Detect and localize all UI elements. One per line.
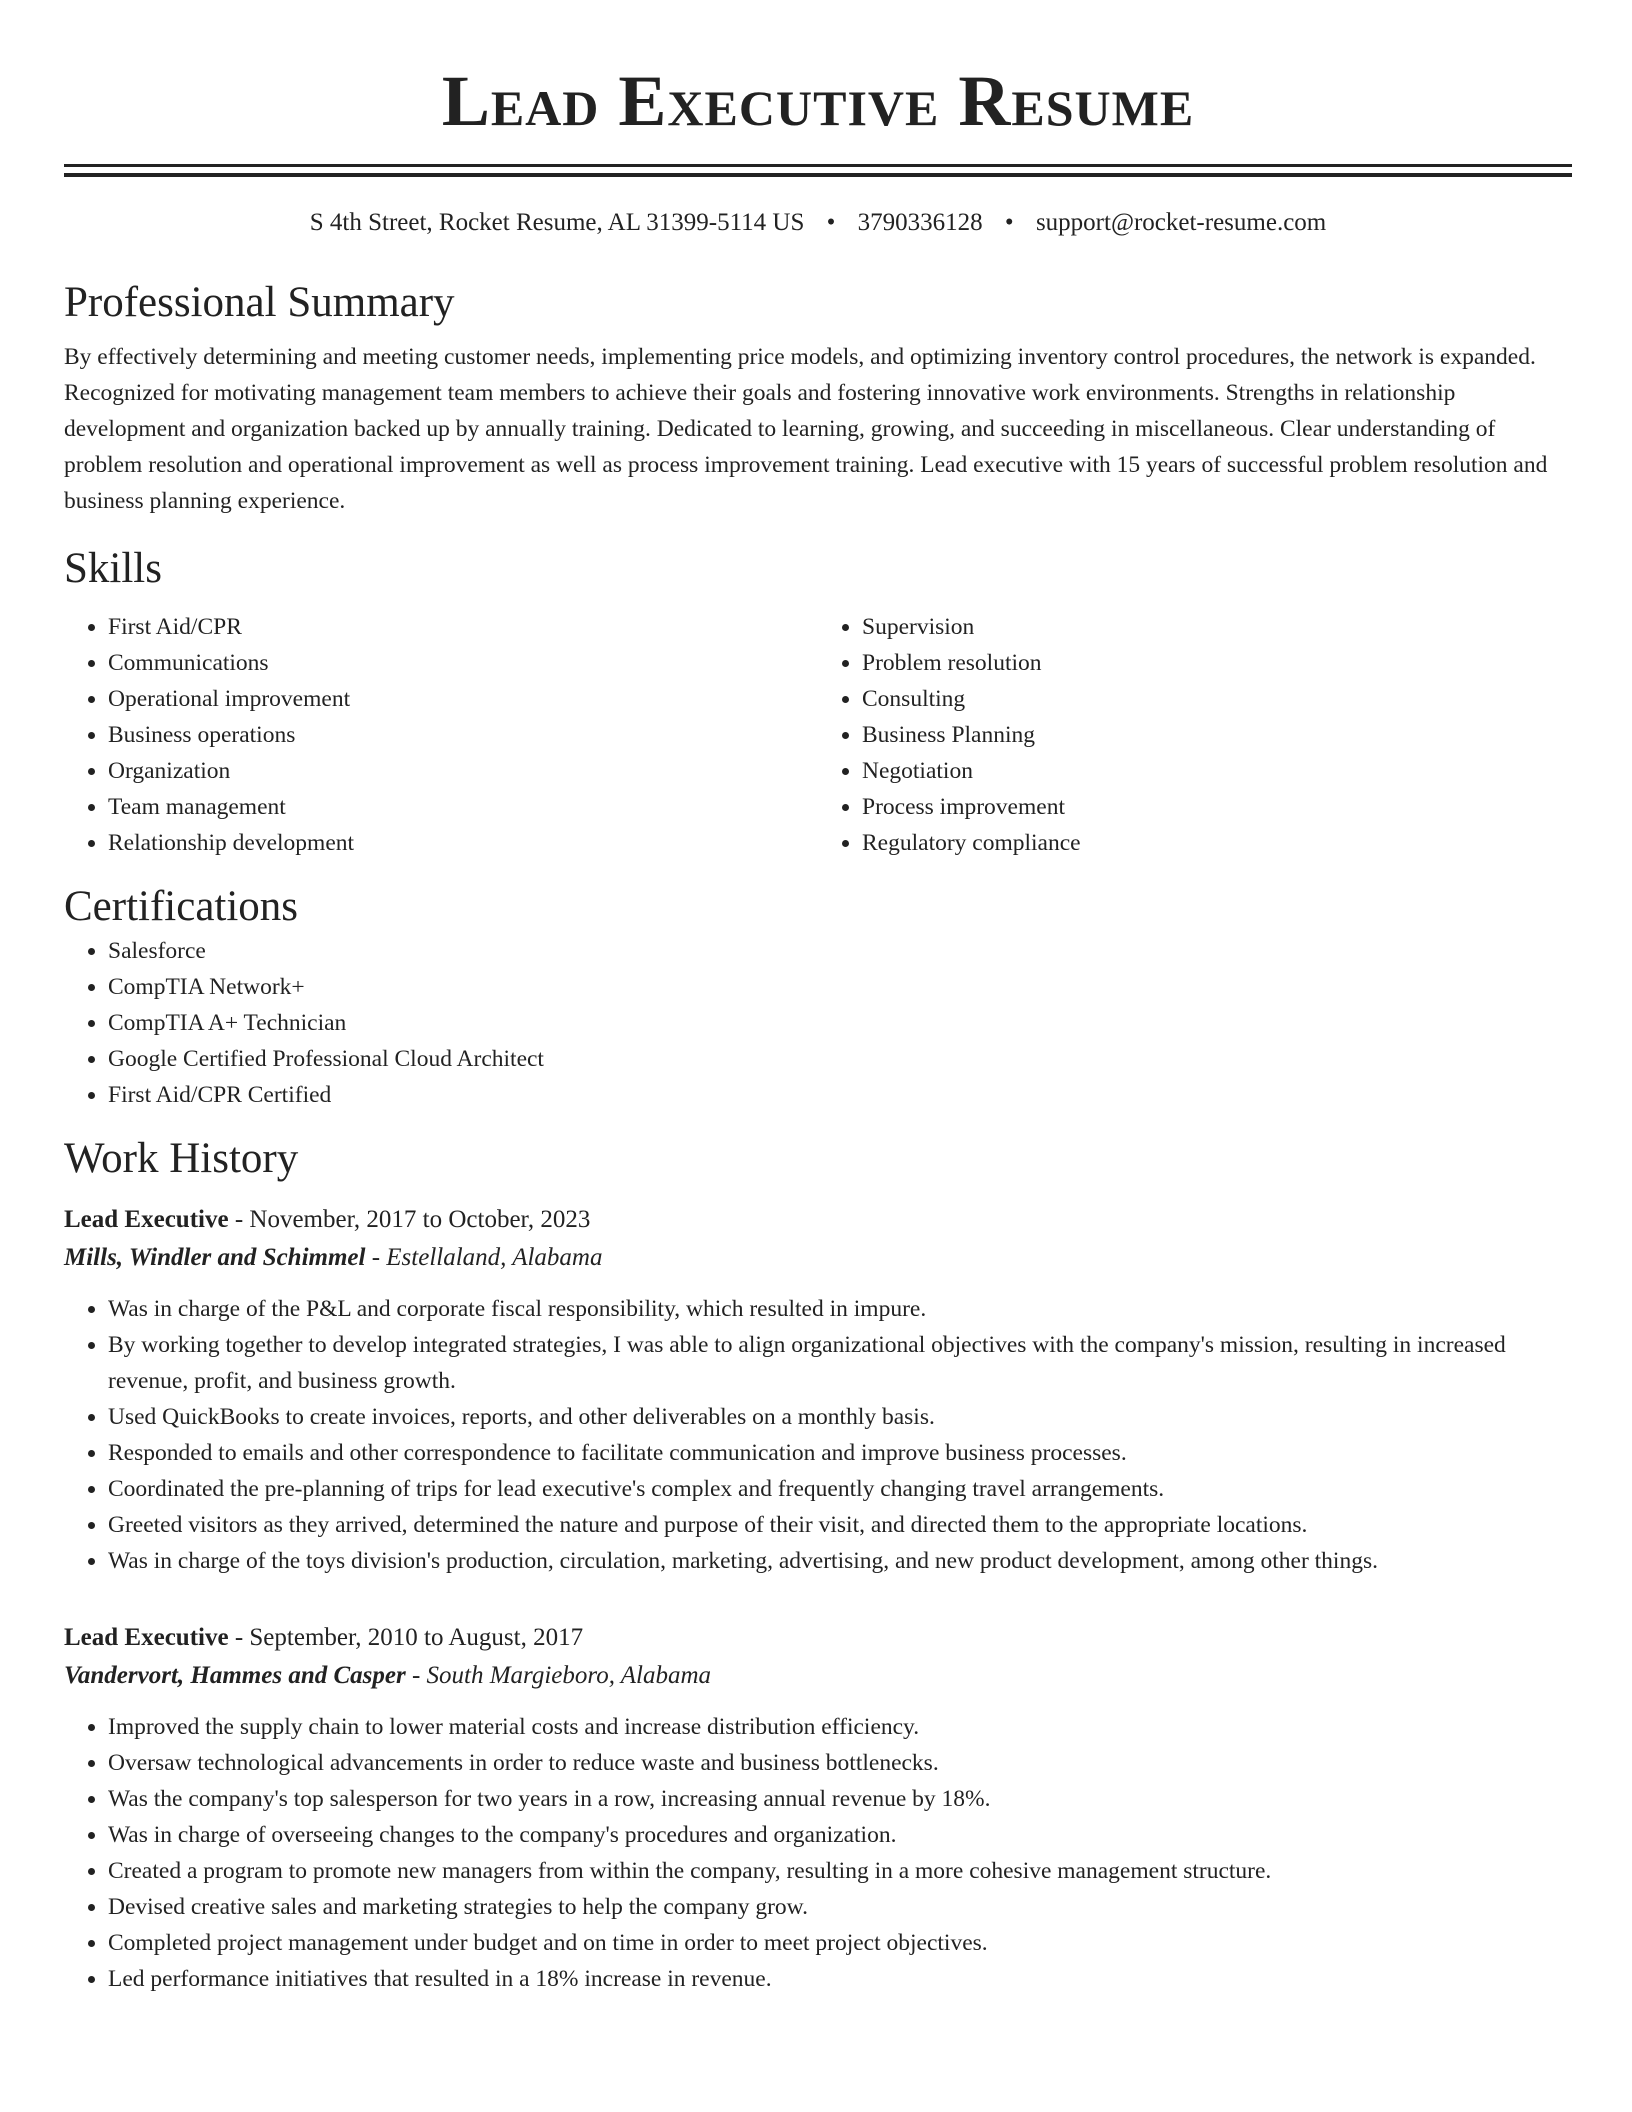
skill-item: • Business operations bbox=[108, 717, 818, 753]
job-bullet: • Devised creative sales and marketing strategies to help the company grow. bbox=[108, 1889, 1572, 1925]
job-bullet: • Improved the supply chain to lower material costs and increase distribution efficiency. bbox=[108, 1709, 1572, 1745]
title-divider-top bbox=[64, 164, 1572, 167]
skill-item: • Supervision bbox=[862, 609, 1572, 645]
skill-item: • First Aid/CPR bbox=[108, 609, 818, 645]
skill-item: • Team management bbox=[108, 789, 818, 825]
skill-item: • Operational improvement bbox=[108, 681, 818, 717]
company-location: - South Margieboro, Alabama bbox=[405, 1662, 712, 1689]
job-dates: - September, 2010 to August, 2017 bbox=[228, 1624, 584, 1651]
contact-phone: 3790336128 bbox=[857, 209, 983, 236]
skill-item: • Problem resolution bbox=[862, 645, 1572, 681]
job-bullet: • Completed project management under budget and on time in order to meet project objectives. bbox=[108, 1925, 1572, 1961]
skill-item: • Regulatory compliance bbox=[862, 825, 1572, 861]
skill-item: • Organization bbox=[108, 753, 818, 789]
job-bullet: • Oversaw technological advancements in order to reduce waste and business bottlenecks. bbox=[108, 1745, 1572, 1781]
job-title: Lead Executive bbox=[64, 1206, 229, 1233]
company-line bbox=[64, 1239, 1572, 1277]
job-bullet: • Greeted visitors as they arrived, determined the nature and purpose of their visit, and directed them to the appropriate locations. bbox=[108, 1507, 1572, 1543]
skill-item: • Business Planning bbox=[862, 717, 1572, 753]
title-divider-bottom bbox=[64, 173, 1572, 177]
skills-heading: Skills bbox=[64, 545, 162, 592]
job-title-line bbox=[64, 1619, 1572, 1657]
resume-title: Lead Executive Resume bbox=[441, 61, 1195, 141]
job-bullet: • Responded to emails and other correspondence to facilitate communication and improve business processes. bbox=[108, 1435, 1572, 1471]
certifications-list bbox=[64, 933, 1572, 1113]
work-history-heading: Work History bbox=[64, 1135, 299, 1182]
job-bullet: • Coordinated the pre-planning of trips for lead executive's complex and frequently changing travel arrangements. bbox=[108, 1471, 1572, 1507]
contact-separator: • bbox=[1004, 209, 1014, 236]
job-dates: - November, 2017 to October, 2023 bbox=[228, 1206, 591, 1233]
job-bullets bbox=[64, 1709, 1572, 1997]
skills-column-right bbox=[818, 609, 1572, 861]
contact-email: support@rocket-resume.com bbox=[1035, 209, 1327, 236]
contact-separator: • bbox=[826, 209, 836, 236]
contact-line bbox=[64, 207, 1572, 239]
job-entry bbox=[64, 1201, 1572, 1579]
job-entry bbox=[64, 1619, 1572, 1997]
job-bullet: • Was the company's top salesperson for two years in a row, increasing annual revenue by 18%. bbox=[108, 1781, 1572, 1817]
company-name: Vandervort, Hammes and Casper bbox=[64, 1662, 406, 1689]
summary-heading: Professional Summary bbox=[64, 279, 455, 326]
certification-item: • Salesforce bbox=[108, 933, 1572, 969]
skills-list bbox=[64, 609, 1572, 861]
job-bullet: • By working together to develop integrated strategies, I was able to align organizational objectives with the company's mission, resulting in increased revenue, profit, and business growth. bbox=[108, 1327, 1572, 1399]
company-name: Mills, Windler and Schimmel bbox=[64, 1244, 366, 1271]
skill-item: • Consulting bbox=[862, 681, 1572, 717]
job-bullet: • Led performance initiatives that resulted in a 18% increase in revenue. bbox=[108, 1961, 1572, 1997]
certification-item: • Google Certified Professional Cloud Architect bbox=[108, 1041, 1572, 1077]
job-bullet: • Was in charge of the toys division's production, circulation, marketing, advertising, and new product development, among other things. bbox=[108, 1543, 1572, 1579]
skill-item: • Process improvement bbox=[862, 789, 1572, 825]
skill-item: • Relationship development bbox=[108, 825, 818, 861]
job-bullet: • Was in charge of overseeing changes to the company's procedures and organization. bbox=[108, 1817, 1572, 1853]
job-title: Lead Executive bbox=[64, 1624, 229, 1651]
job-bullet: • Used QuickBooks to create invoices, reports, and other deliverables on a monthly basis. bbox=[108, 1399, 1572, 1435]
job-bullets bbox=[64, 1291, 1572, 1579]
job-bullet: • Created a program to promote new managers from within the company, resulting in a more cohesive management structure. bbox=[108, 1853, 1572, 1889]
company-line bbox=[64, 1657, 1572, 1695]
certification-item: • CompTIA Network+ bbox=[108, 969, 1572, 1005]
contact-address: S 4th Street, Rocket Resume, AL 31399-5114 US bbox=[309, 209, 805, 236]
skill-item: • Negotiation bbox=[862, 753, 1572, 789]
skill-item: • Communications bbox=[108, 645, 818, 681]
company-location: - Estellaland, Alabama bbox=[365, 1244, 603, 1271]
certification-item: • CompTIA A+ Technician bbox=[108, 1005, 1572, 1041]
job-bullet: • Was in charge of the P&L and corporate fiscal responsibility, which resulted in impure. bbox=[108, 1291, 1572, 1327]
certifications-heading: Certifications bbox=[64, 883, 299, 930]
job-title-line bbox=[64, 1201, 1572, 1239]
skills-column-left bbox=[64, 609, 818, 861]
resume-page bbox=[64, 0, 1572, 1997]
certification-item: • First Aid/CPR Certified bbox=[108, 1077, 1572, 1113]
summary-text: By effectively determining and meeting customer needs, implementing price models, and optimizing inventory control procedures, the network is expanded. Recognized for motivating management team members to achieve their goals and fostering innovative work environments. Strengths in relationship development and organization backed up by annually training. Dedicated to learning, growing, and succeeding in miscellaneous. Clear understanding of problem resolution and operational improvement as well as process improvement training. Lead executive with 15 years of successful problem resolution and business planning experience. bbox=[64, 344, 1548, 514]
